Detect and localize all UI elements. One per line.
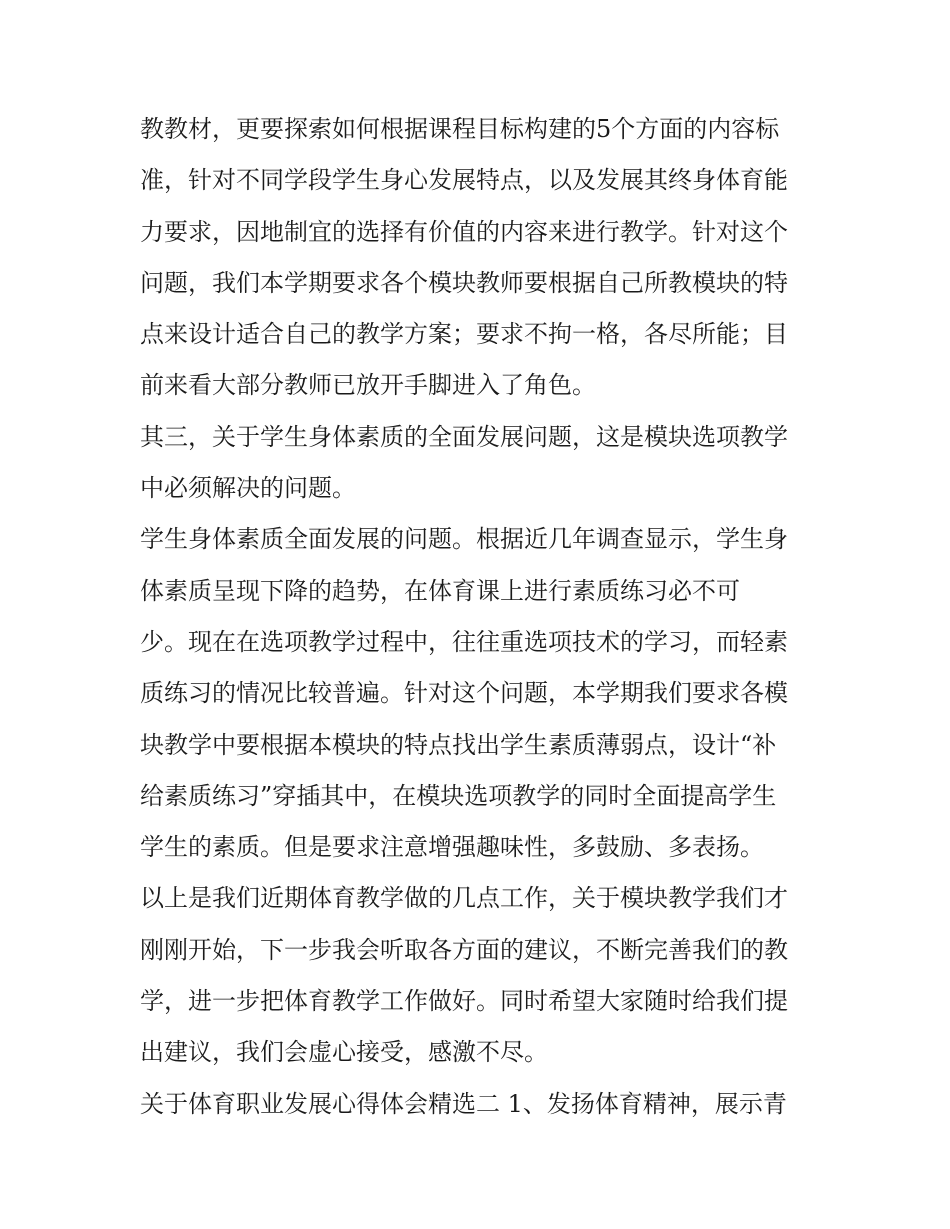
text-line: 其三，关于学生身体素质的全面发展问题，这是模块选项教学 (140, 422, 788, 451)
text-line: 块教学中要根据本模块的特点找出学生素质薄弱点，设计“补 (140, 730, 777, 759)
text-line: 质练习的情况比较普遍。针对这个问题，本学期我们要求各模 (140, 679, 788, 708)
text-line: 刚刚开始，下一步我会听取各方面的建议，不断完善我们的教 (140, 935, 788, 964)
text-line: 前来看大部分教师已放开手脚进入了角色。 (140, 371, 596, 400)
text-line: 以上是我们近期体育教学做的几点工作，关于模块教学我们才 (140, 884, 788, 913)
document-body (140, 104, 812, 1130)
text-line: 点来设计适合自己的教学方案；要求不拘一格，各尽所能；目 (140, 320, 788, 349)
text-line: 准，针对不同学段学生身心发展特点，以及发展其终身体育能 (140, 166, 788, 195)
text-line: 给素质练习”穿插其中，在模块选项教学的同时全面提高学生 (140, 781, 777, 810)
text-line: 学生身体素质全面发展的问题。根据近几年调查显示，学生身 (140, 525, 788, 554)
text-line: 中必须解决的问题。 (140, 474, 356, 503)
text-line: 问题，我们本学期要求各个模块教师要根据自己所教模块的特 (140, 268, 788, 297)
text-line: 出建议，我们会虚心接受，感激不尽。 (140, 1038, 548, 1067)
text-line: 关于体育职业发展心得体会精选二 1、发扬体育精神，展示青 (140, 1089, 787, 1118)
text-line: 体素质呈现下降的趋势，在体育课上进行素质练习必不可 (140, 576, 740, 605)
text-line: 少。现在在选项教学过程中，往往重选项技术的学习，而轻素 (140, 627, 788, 656)
text-line: 学生的素质。但是要求注意增强趣味性，多鼓励、多表扬。 (140, 833, 764, 862)
text-line: 教教材，更要探索如何根据课程目标构建的5个方面的内容标 (140, 115, 780, 143)
text-line: 力要求，因地制宜的选择有价值的内容来进行教学。针对这个 (140, 217, 788, 246)
text-line: 学，进一步把体育教学工作做好。同时希望大家随时给我们提 (140, 987, 788, 1016)
